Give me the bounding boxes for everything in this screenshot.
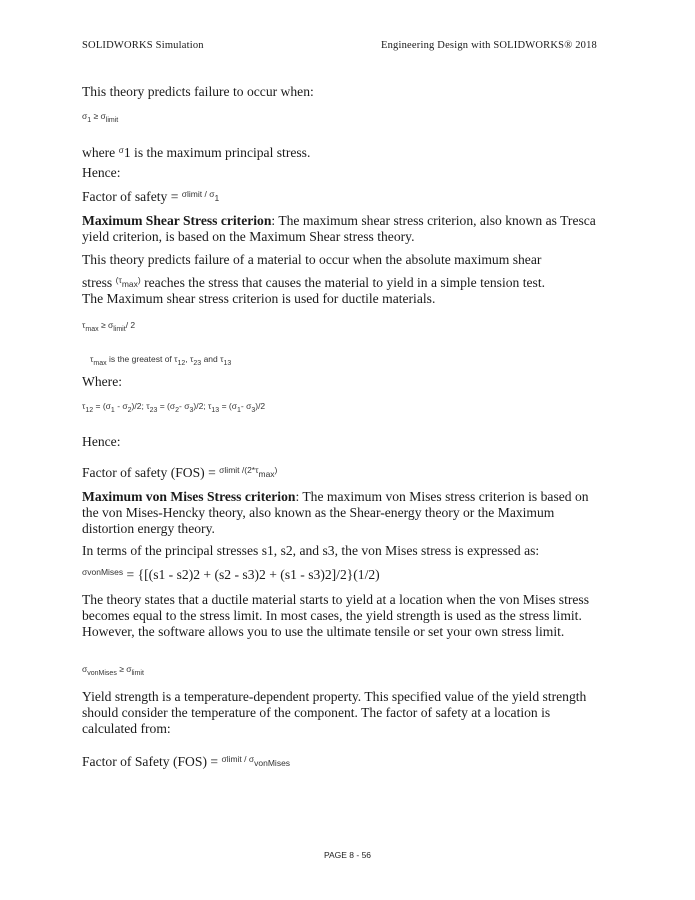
equation-shear-components: $\tau_{12} = (\sigma_1 - \sigma_2)/2$; $\tau_{23} = (\sigma_2-$ $\sigma_3)/2$; $\tau_{13} = (\sigma_1-$ $\sigma_3)/2$ [82,401,266,414]
paragraph-hence-2: Hence: [82,434,121,449]
paragraph-where-2: Where: [82,374,122,389]
fos-von-mises-line: Factor of Safety (FOS) = $^{\sigma limit}$ $^{/ \sigma}$vonMises [82,754,291,769]
fos-shear-line: Factor of safety (FOS) = $^{\sigma limit}$ $^{/(2*\tau}$max) [82,465,278,480]
page-number: PAGE 8 - 56 [323,850,372,860]
paragraph-shear-theory-1: This theory predicts failure of a material to occur when the absolute maximum shear [82,252,542,267]
paragraph-von-mises-principal: In terms of the principal stresses s1, s2, and s3, the von Mises stress is expressed as: [82,543,540,558]
paragraph-where-principal: where $^\sigma$1 is the maximum principal stress. [82,145,311,160]
heading-max-shear: Maximum Shear Stress criterion [82,213,272,228]
heading-von-mises: Maximum von Mises Stress criterion [82,489,296,504]
running-header-right: Engineering Design with SOLIDWORKS® 2018 [380,40,597,51]
equation-principal-limit: $\sigma_1 \ge \sigma_{limit}$ [82,111,119,124]
running-header-left: SOLIDWORKS Simulation [82,40,204,51]
equation-von-mises-limit: $\sigma_{vonMises} \ge \sigma_{limit}$ [82,664,144,677]
paragraph-shear-theory-2: stress $^{(\tau}$max) reaches the stress that causes the material to yield in a simple tension test. [82,275,546,290]
paragraph-shear-theory-3: The Maximum shear stress criterion is used for ductile materials. [82,291,436,306]
paragraph-hence-1: Hence: [82,165,121,180]
equation-von-mises: $^{\sigma vonMises}$ = {[(s1 - s2)2 + (s2 - s3)2 + (s1 - s3)2]/2}(1/2) [82,567,380,582]
fos-principal-line: Factor of safety = $^{\sigma limit}$ $^{/ \sigma}$1 [82,189,220,204]
paragraph-max-shear-criterion: Maximum Shear Stress criterion: The maximum shear stress criterion, also known as Tresca yield criterion, is based on the Maximum Shear stress theory. [82,213,596,244]
equation-tau-max-limit: $\tau_{max} \ge \sigma_{limit}/$ 2 [82,320,136,333]
paragraph-von-mises-theory: The theory states that a ductile material starts to yield at a location when the von Mises stress becomes equal to the stress limit. In most cases, the yield strength is used as the stress limit. However, the software allows you to use the ultimate tensile or set your own stress limit. [82,592,589,639]
paragraph-yield-strength: Yield strength is a temperature-dependent property. This specified value of the yield strength should consider the temperature of the component. The factor of safety at a location is calculated from: [82,689,587,736]
paragraph-intro: This theory predicts failure to occur when: [82,84,314,99]
paragraph-von-mises-criterion: Maximum von Mises Stress criterion: The maximum von Mises stress criterion is based on the von Mises-Hencky theory, also known as the Shear-energy theory or the Maximum distortion energy theory. [82,489,589,536]
equation-tau-max-greatest: $\tau_{max}$ is the greatest of $\tau_{12}$, $\tau_{23}$ and $\tau_{13}$ [90,354,232,367]
